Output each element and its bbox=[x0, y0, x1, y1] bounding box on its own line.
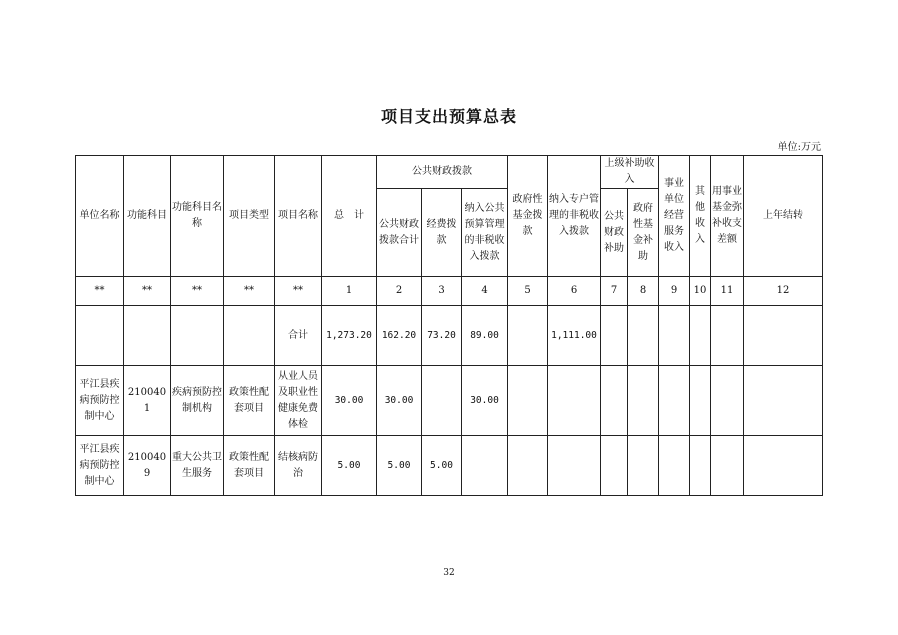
cell-sup-gov bbox=[628, 436, 659, 496]
index-cell: 9 bbox=[659, 277, 690, 306]
index-row bbox=[76, 277, 823, 306]
cell-carry bbox=[744, 366, 823, 436]
cell-name: 合计 bbox=[275, 306, 322, 366]
header-pf-funds: 经费拨款 bbox=[422, 189, 462, 277]
header-gov-fund: 政府性基金拨款 bbox=[508, 156, 548, 277]
index-cell: 8 bbox=[628, 277, 659, 306]
cell-sup-pub bbox=[601, 306, 628, 366]
cell-sup-pub bbox=[601, 436, 628, 496]
cell-total: 1,273.20 bbox=[322, 306, 377, 366]
cell-code: 2100409 bbox=[124, 436, 171, 496]
header-superior: 上级补助收入 bbox=[601, 156, 659, 189]
index-cell: 1 bbox=[322, 277, 377, 306]
cell-pf-funds bbox=[422, 366, 462, 436]
cell-code bbox=[124, 306, 171, 366]
page-number: 32 bbox=[443, 568, 455, 578]
cell-pf-nontax: 89.00 bbox=[462, 306, 508, 366]
cell-carry bbox=[744, 436, 823, 496]
header-project-name: 项目名称 bbox=[275, 156, 322, 277]
cell-pf-funds: 5.00 bbox=[422, 436, 462, 496]
cell-fund-bal bbox=[711, 366, 744, 436]
table-row bbox=[76, 306, 823, 366]
index-cell: ** bbox=[171, 277, 224, 306]
header-fund-balance: 用事业基金弥补收支差额 bbox=[711, 156, 744, 277]
index-cell: 3 bbox=[422, 277, 462, 306]
header-func-name: 功能科目名称 bbox=[171, 156, 224, 277]
cell-gov-fund bbox=[508, 366, 548, 436]
cell-name: 结核病防治 bbox=[275, 436, 322, 496]
cell-code: 2100401 bbox=[124, 366, 171, 436]
header-func-code: 功能科目 bbox=[124, 156, 171, 277]
cell-sup-pub bbox=[601, 366, 628, 436]
index-cell: 6 bbox=[548, 277, 601, 306]
budget-table bbox=[75, 155, 823, 496]
cell-business bbox=[659, 306, 690, 366]
cell-business bbox=[659, 366, 690, 436]
unit-label: 单位:万元 bbox=[777, 142, 821, 153]
index-cell: 11 bbox=[711, 277, 744, 306]
cell-fund-bal bbox=[711, 306, 744, 366]
cell-pf-funds: 73.20 bbox=[422, 306, 462, 366]
cell-special bbox=[548, 366, 601, 436]
index-cell: ** bbox=[224, 277, 275, 306]
cell-func: 疾病预防控制机构 bbox=[171, 366, 224, 436]
index-cell: 4 bbox=[462, 277, 508, 306]
cell-unit: 平江县疾病预防控制中心 bbox=[76, 366, 124, 436]
header-other: 其他收入 bbox=[690, 156, 711, 277]
cell-total: 30.00 bbox=[322, 366, 377, 436]
header-sup-public: 公共财政补助 bbox=[601, 189, 628, 277]
index-cell: 2 bbox=[377, 277, 422, 306]
cell-func: 重大公共卫生服务 bbox=[171, 436, 224, 496]
cell-business bbox=[659, 436, 690, 496]
header-pf-nontax: 纳入公共预算管理的非税收入拨款 bbox=[462, 189, 508, 277]
cell-pf-nontax: 30.00 bbox=[462, 366, 508, 436]
cell-carry bbox=[744, 306, 823, 366]
cell-type bbox=[224, 306, 275, 366]
header-sup-gov: 政府性基金补助 bbox=[628, 189, 659, 277]
cell-special: 1,111.00 bbox=[548, 306, 601, 366]
header-unit-name: 单位名称 bbox=[76, 156, 124, 277]
header-pf-subtotal: 公共财政拨款合计 bbox=[377, 189, 422, 277]
cell-type: 政策性配套项目 bbox=[224, 366, 275, 436]
table-row bbox=[76, 436, 823, 496]
index-cell: ** bbox=[124, 277, 171, 306]
cell-gov-fund bbox=[508, 306, 548, 366]
table-row bbox=[76, 366, 823, 436]
index-cell: ** bbox=[76, 277, 124, 306]
header-business: 事业单位经营服务收入 bbox=[659, 156, 690, 277]
cell-name: 从业人员及职业性健康免费体检 bbox=[275, 366, 322, 436]
cell-special bbox=[548, 436, 601, 496]
cell-total: 5.00 bbox=[322, 436, 377, 496]
cell-unit: 平江县疾病预防控制中心 bbox=[76, 436, 124, 496]
header-carryover: 上年结转 bbox=[744, 156, 823, 277]
header-total: 总 计 bbox=[322, 156, 377, 277]
cell-sup-gov bbox=[628, 306, 659, 366]
page-title: 项目支出预算总表 bbox=[380, 107, 517, 126]
cell-fund-bal bbox=[711, 436, 744, 496]
header-project-type: 项目类型 bbox=[224, 156, 275, 277]
cell-pf-total: 5.00 bbox=[377, 436, 422, 496]
cell-gov-fund bbox=[508, 436, 548, 496]
cell-unit bbox=[76, 306, 124, 366]
index-cell: 10 bbox=[690, 277, 711, 306]
index-cell: ** bbox=[275, 277, 322, 306]
cell-sup-gov bbox=[628, 366, 659, 436]
cell-other bbox=[690, 436, 711, 496]
cell-pf-total: 162.20 bbox=[377, 306, 422, 366]
index-cell: 5 bbox=[508, 277, 548, 306]
cell-func bbox=[171, 306, 224, 366]
cell-other bbox=[690, 306, 711, 366]
cell-other bbox=[690, 366, 711, 436]
cell-pf-nontax bbox=[462, 436, 508, 496]
header-special-nontax: 纳入专户管理的非税收入拨款 bbox=[548, 156, 601, 277]
header-public-finance: 公共财政拨款 bbox=[377, 156, 508, 189]
cell-pf-total: 30.00 bbox=[377, 366, 422, 436]
index-cell: 7 bbox=[601, 277, 628, 306]
cell-type: 政策性配套项目 bbox=[224, 436, 275, 496]
index-cell: 12 bbox=[744, 277, 823, 306]
